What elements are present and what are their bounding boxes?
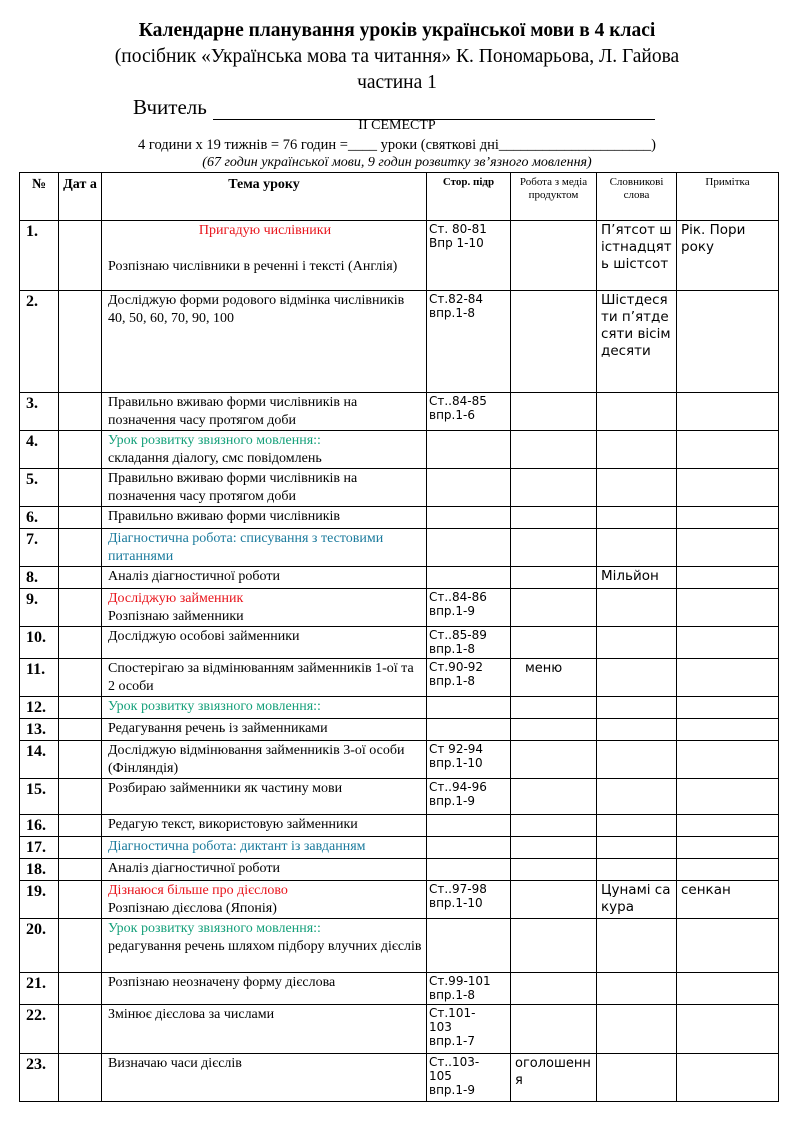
lesson-date: [59, 567, 102, 589]
textbook-pages: [427, 431, 511, 469]
lesson-date: [59, 393, 102, 431]
remark: [677, 291, 779, 393]
textbook-pages: [427, 529, 511, 567]
lesson-topic-text: Правильно вживаю форми числівників на позначення часу протягом доби: [108, 471, 358, 504]
lesson-topic: [102, 469, 427, 507]
media-product: [511, 589, 597, 627]
lesson-topic: [102, 697, 427, 719]
textbook-pages: [427, 291, 511, 393]
media-product: [511, 567, 597, 589]
table-row: [20, 431, 779, 469]
vocabulary-words: [597, 815, 677, 837]
lesson-topic-text: складання діалогу, смс повідомлень: [108, 451, 322, 466]
lesson-topic-text: Редагування речень із займенниками: [108, 721, 328, 736]
table-row: [20, 221, 779, 291]
remark: [677, 1005, 779, 1054]
vocabulary-words: [597, 507, 677, 529]
remark: [677, 529, 779, 567]
remark: [677, 741, 779, 779]
lesson-number: 15.: [20, 779, 59, 815]
lesson-number: 2.: [20, 291, 59, 393]
lesson-topic: [102, 507, 427, 529]
remark: Рік. Пори року: [677, 221, 779, 291]
vocabulary-words: [597, 1054, 677, 1102]
textbook-pages: [427, 567, 511, 589]
remark: [677, 589, 779, 627]
lesson-topic-text: Досліджую форми родового відмінка числівників 40, 50, 60, 70, 90, 100: [108, 293, 405, 326]
lesson-number: 19.: [20, 881, 59, 919]
remark: [677, 815, 779, 837]
media-product: [511, 221, 597, 291]
lesson-date: [59, 469, 102, 507]
table-row: [20, 589, 779, 627]
remark: [677, 697, 779, 719]
textbook-pages-text: Ст.90-92 впр.1-8: [429, 660, 484, 688]
teacher-label: Вчитель: [133, 95, 207, 119]
lesson-topic-heading: Урок розвитку звıязного мовлення::: [108, 921, 321, 936]
lesson-number: 23.: [20, 1054, 59, 1102]
vocabulary-words: [597, 837, 677, 859]
textbook-pages-text: Ст..84-86 впр.1-9: [429, 590, 487, 618]
vocabulary-words: [597, 919, 677, 973]
lesson-date: [59, 881, 102, 919]
media-product: [511, 659, 597, 697]
col-date-header: Дат а: [59, 173, 102, 221]
table-row: [20, 779, 779, 815]
vocabulary-words: [597, 859, 677, 881]
lesson-number: 9.: [20, 589, 59, 627]
textbook-pages-text: Ст..85-89 впр.1-8: [429, 628, 487, 656]
media-product: [511, 291, 597, 393]
media-product: [511, 1005, 597, 1054]
lesson-plan-table: [19, 172, 779, 1102]
page-title: Календарне планування уроків української мови в 4 класі: [138, 20, 656, 41]
textbook-pages: [427, 1005, 511, 1054]
lesson-topic: [102, 567, 427, 589]
lesson-date: [59, 719, 102, 741]
lesson-number: 21.: [20, 973, 59, 1005]
remark: [677, 859, 779, 881]
textbook-pages: [427, 469, 511, 507]
vocabulary-words: [597, 431, 677, 469]
vocabulary-words: Цунамі сакура: [597, 881, 677, 919]
lesson-date: [59, 815, 102, 837]
lesson-topic: [102, 881, 427, 919]
lesson-date: [59, 1054, 102, 1102]
vocabulary-words: [597, 697, 677, 719]
lesson-topic: [102, 859, 427, 881]
lesson-topic: [102, 529, 427, 567]
table-row: [20, 659, 779, 697]
lesson-topic-heading: Пригадую числівники: [198, 223, 332, 238]
table-row: [20, 291, 779, 393]
lesson-topic-text: Розпізнаю числівники в реченні і тексті (Англія): [108, 259, 398, 274]
textbook-pages-text: Ст..84-85 впр.1-6: [429, 394, 487, 422]
hours-summary: 4 години х 19 тижнів = 76 годин =____ уроки (святкові дні_____________________): [137, 137, 657, 153]
table-row: [20, 567, 779, 589]
col-vocab-header: Словникові слова: [597, 173, 677, 221]
lesson-number: 13.: [20, 719, 59, 741]
col-topic-header: Тема уроку: [102, 173, 427, 221]
lesson-number: 20.: [20, 919, 59, 973]
media-product: [511, 919, 597, 973]
textbook-pages: [427, 697, 511, 719]
media-product: [511, 881, 597, 919]
textbook-pages: [427, 659, 511, 697]
remark: [677, 659, 779, 697]
page-subtitle: (посібник «Українська мова та читання» К. Пономарьова, Л. Гайова: [114, 46, 680, 67]
lesson-date: [59, 837, 102, 859]
lesson-number: 7.: [20, 529, 59, 567]
media-product: [511, 973, 597, 1005]
vocabulary-words: [597, 1005, 677, 1054]
lesson-number: 17.: [20, 837, 59, 859]
lesson-number: 22.: [20, 1005, 59, 1054]
lesson-topic-heading: Діагностична робота: диктант із завданням: [108, 839, 366, 854]
lesson-topic-text: редагування речень шляхом підбору влучних дієслів: [108, 939, 422, 954]
lesson-date: [59, 221, 102, 291]
media-product: [511, 431, 597, 469]
media-product: [511, 741, 597, 779]
lesson-number: 14.: [20, 741, 59, 779]
lesson-topic: [102, 719, 427, 741]
textbook-pages: [427, 919, 511, 973]
table-row: [20, 529, 779, 567]
vocabulary-words: [597, 589, 677, 627]
remark: [677, 567, 779, 589]
vocabulary-words: [597, 529, 677, 567]
lesson-topic: [102, 1054, 427, 1102]
lesson-topic: [102, 431, 427, 469]
lesson-topic-heading: Урок розвитку звıязного мовлення::: [108, 699, 321, 714]
textbook-pages: [427, 507, 511, 529]
media-product: [511, 529, 597, 567]
col-pages-header: Стор. підр: [427, 173, 511, 221]
table-row: [20, 919, 779, 973]
media-product-text: меню: [525, 661, 563, 676]
textbook-pages-text: Ст.101- 103 впр.1-7: [429, 1006, 476, 1048]
remark: [677, 837, 779, 859]
lesson-number: 10.: [20, 627, 59, 659]
table-row: [20, 719, 779, 741]
table-row: [20, 627, 779, 659]
lesson-topic-text: Розпізнаю дієслова (Японія): [108, 901, 277, 916]
remark: [677, 393, 779, 431]
vocabulary-words: [597, 741, 677, 779]
lesson-date: [59, 659, 102, 697]
lesson-date: [59, 627, 102, 659]
lesson-number: 5.: [20, 469, 59, 507]
vocabulary-words: [597, 973, 677, 1005]
textbook-pages-text: Ст..94-96 впр.1-9: [429, 780, 487, 808]
table-row: [20, 837, 779, 859]
media-product: [511, 779, 597, 815]
lesson-topic: [102, 815, 427, 837]
lesson-topic: [102, 1005, 427, 1054]
vocabulary-words: Шістдесяти п’ятдесяти вісімдесяти: [597, 291, 677, 393]
textbook-pages: [427, 1054, 511, 1102]
lesson-number: 16.: [20, 815, 59, 837]
remark: [677, 779, 779, 815]
remark: [677, 469, 779, 507]
lesson-number: 4.: [20, 431, 59, 469]
semester-label: II СЕМЕСТР: [358, 118, 436, 133]
lesson-date: [59, 859, 102, 881]
table-row: [20, 1005, 779, 1054]
lesson-topic: [102, 779, 427, 815]
part-label: частина 1: [357, 72, 437, 93]
lesson-number: 3.: [20, 393, 59, 431]
remark: [677, 919, 779, 973]
hours-note: (67 годин української мови, 9 годин розвитку зв’язного мовлення): [202, 155, 592, 170]
lesson-topic: [102, 291, 427, 393]
textbook-pages-text: Ст..97-98 впр.1-10: [429, 882, 487, 910]
lesson-topic-text: Розпізнаю займенники: [108, 609, 244, 624]
table-row: [20, 859, 779, 881]
vocabulary-words: [597, 659, 677, 697]
textbook-pages: [427, 973, 511, 1005]
lesson-topic-text: Визначаю часи дієслів: [108, 1056, 242, 1071]
col-num-header: №: [20, 173, 59, 221]
table-row: [20, 1054, 779, 1102]
lesson-date: [59, 1005, 102, 1054]
media-product: [511, 469, 597, 507]
textbook-pages: [427, 859, 511, 881]
remark: [677, 627, 779, 659]
remark: сенкан: [677, 881, 779, 919]
lesson-topic: [102, 919, 427, 973]
vocabulary-words: [597, 627, 677, 659]
media-product: [511, 719, 597, 741]
lesson-topic: [102, 393, 427, 431]
lesson-date: [59, 529, 102, 567]
media-product: [511, 1054, 597, 1102]
col-media-header: Робота з медіа продуктом: [511, 173, 597, 221]
table-row: [20, 393, 779, 431]
media-product: [511, 859, 597, 881]
table-row: [20, 973, 779, 1005]
lesson-topic-text: Редагую текст, використовую займенники: [108, 817, 358, 832]
vocabulary-words: [597, 779, 677, 815]
lesson-date: [59, 291, 102, 393]
remark: [677, 431, 779, 469]
table-row: [20, 697, 779, 719]
vocabulary-words: П’ятсот шістнадцять шістсот: [597, 221, 677, 291]
lesson-number: 1.: [20, 221, 59, 291]
lesson-topic: [102, 221, 427, 291]
lesson-topic: [102, 973, 427, 1005]
col-remark-header: Примітка: [677, 173, 779, 221]
textbook-pages: [427, 221, 511, 291]
lesson-topic-heading: Урок розвитку звıязного мовлення::: [108, 433, 321, 448]
lesson-date: [59, 779, 102, 815]
media-product: [511, 837, 597, 859]
textbook-pages: [427, 741, 511, 779]
lesson-date: [59, 919, 102, 973]
lesson-date: [59, 507, 102, 529]
lesson-date: [59, 589, 102, 627]
textbook-pages-text: Ст..103- 105 впр.1-9: [429, 1055, 480, 1097]
lesson-number: 11.: [20, 659, 59, 697]
lesson-date: [59, 697, 102, 719]
vocabulary-words: [597, 719, 677, 741]
textbook-pages-text: Ст.82-84 впр.1-8: [429, 292, 484, 320]
textbook-pages: [427, 837, 511, 859]
media-product: [511, 507, 597, 529]
textbook-pages: [427, 719, 511, 741]
textbook-pages: [427, 881, 511, 919]
lesson-topic-text: Розпізнаю неозначену форму дієслова: [108, 975, 336, 990]
lesson-topic-text: Розбираю займенники як частину мови: [108, 781, 343, 796]
lesson-number: 18.: [20, 859, 59, 881]
textbook-pages-text: Ст. 80-81 Впр 1-10: [429, 222, 487, 250]
lesson-date: [59, 431, 102, 469]
media-product: [511, 815, 597, 837]
lesson-topic: [102, 627, 427, 659]
textbook-pages: [427, 779, 511, 815]
table-row: [20, 507, 779, 529]
lesson-number: 12.: [20, 697, 59, 719]
media-product: [511, 697, 597, 719]
textbook-pages-text: Ст 92-94 впр.1-10: [429, 742, 484, 770]
teacher-line: [133, 95, 655, 120]
lesson-topic-heading: Досліджую займенник: [108, 591, 244, 606]
remark: [677, 719, 779, 741]
lesson-topic-text: Досліджую відмінювання займенників 3-ої особи (Фінляндія): [108, 743, 405, 776]
remark: [677, 973, 779, 1005]
table-row: [20, 741, 779, 779]
textbook-pages: [427, 815, 511, 837]
media-product: [511, 393, 597, 431]
lesson-topic-text: Правильно вживаю форми числівників: [108, 509, 340, 524]
media-product-text: оголошення: [515, 1056, 591, 1088]
lesson-date: [59, 741, 102, 779]
table-row: [20, 469, 779, 507]
media-product: [511, 627, 597, 659]
textbook-pages: [427, 393, 511, 431]
vocabulary-words: [597, 393, 677, 431]
lesson-topic-heading: Дізнаюся більше про дієслово: [108, 883, 288, 898]
lesson-topic: [102, 837, 427, 859]
lesson-topic-text: Змінює дієслова за числами: [108, 1007, 275, 1022]
textbook-pages: [427, 627, 511, 659]
table-row: [20, 881, 779, 919]
remark: [677, 507, 779, 529]
teacher-blank: [213, 100, 655, 120]
lesson-number: 6.: [20, 507, 59, 529]
lesson-topic: [102, 589, 427, 627]
lesson-topic-text: Аналіз діагностичної роботи: [108, 861, 280, 876]
lesson-topic: [102, 659, 427, 697]
vocabulary-words: [597, 469, 677, 507]
table-header-row: [20, 173, 779, 221]
lesson-topic-text: Спостерігаю за відмінюванням займенників 1-ої та 2 особи: [108, 661, 414, 694]
lesson-topic-text: Правильно вживаю форми числівників на позначення часу протягом доби: [108, 395, 358, 428]
lesson-topic: [102, 741, 427, 779]
vocabulary-words: Мільйон: [597, 567, 677, 589]
lesson-topic-text: Досліджую особові займенники: [108, 629, 300, 644]
lesson-date: [59, 973, 102, 1005]
lesson-topic-text: Аналіз діагностичної роботи: [108, 569, 280, 584]
lesson-number: 8.: [20, 567, 59, 589]
table-row: [20, 815, 779, 837]
textbook-pages: [427, 589, 511, 627]
textbook-pages-text: Ст.99-101 впр.1-8: [429, 974, 491, 1002]
lesson-topic-heading: Діагностична робота: списування з тестовими питаннями: [108, 531, 384, 564]
remark: [677, 1054, 779, 1102]
